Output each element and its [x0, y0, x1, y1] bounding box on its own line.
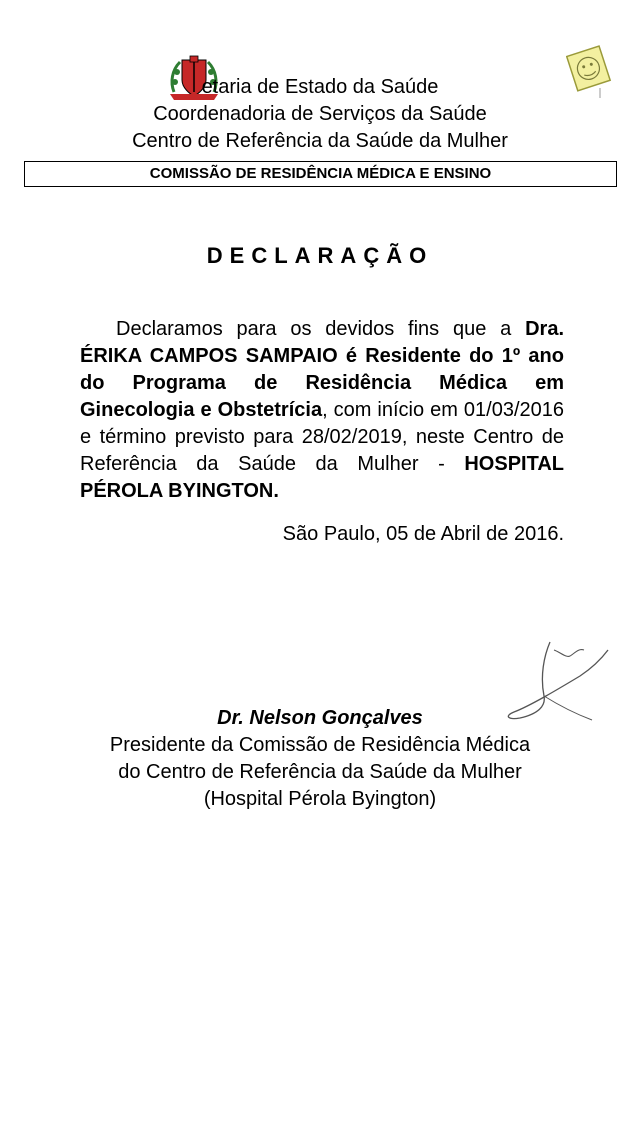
document-title: DECLARAÇÃO	[206, 243, 434, 268]
hospital-name: HOSPITAL PÉROLA BYINGTON.	[80, 453, 564, 502]
body-text-part1: Declaramos para os devidos fins que a	[116, 318, 526, 340]
signer-role-line1: Presidente da Comissão de Residência Médica	[109, 734, 531, 756]
header-line-coordenadoria: Coordenadoria de Serviços da Saúde	[153, 103, 487, 125]
header-line-secretaria: etaria de Estado da Saúde	[201, 76, 439, 98]
signer-role-line3: (Hospital Pérola Byington)	[203, 788, 437, 810]
signer-name: Dr. Nelson Gonçalves	[217, 707, 423, 729]
resident-details: Dra. ÉRIKA CAMPOS SAMPAIO é Residente do 1º ano do Programa de Residência Médica em Ginecologia e Obstetrícia	[80, 318, 564, 421]
signer-block	[0, 705, 640, 813]
header-line-centro: Centro de Referência da Saúde da Mulher	[132, 130, 508, 152]
committee-banner: COMISSÃO DE RESIDÊNCIA MÉDICA E ENSINO	[24, 161, 617, 187]
body-text-part2: , com início em 01/03/2016 e término previsto para 28/02/2019, neste Centro de Referência da Saúde da Mulher -	[80, 399, 564, 475]
declaration-body	[80, 316, 564, 505]
signer-role-line2: do Centro de Referência da Saúde da Mulher	[118, 761, 522, 783]
date-line: São Paulo, 05 de Abril de 2016.	[282, 523, 564, 545]
institution-header	[0, 74, 640, 155]
